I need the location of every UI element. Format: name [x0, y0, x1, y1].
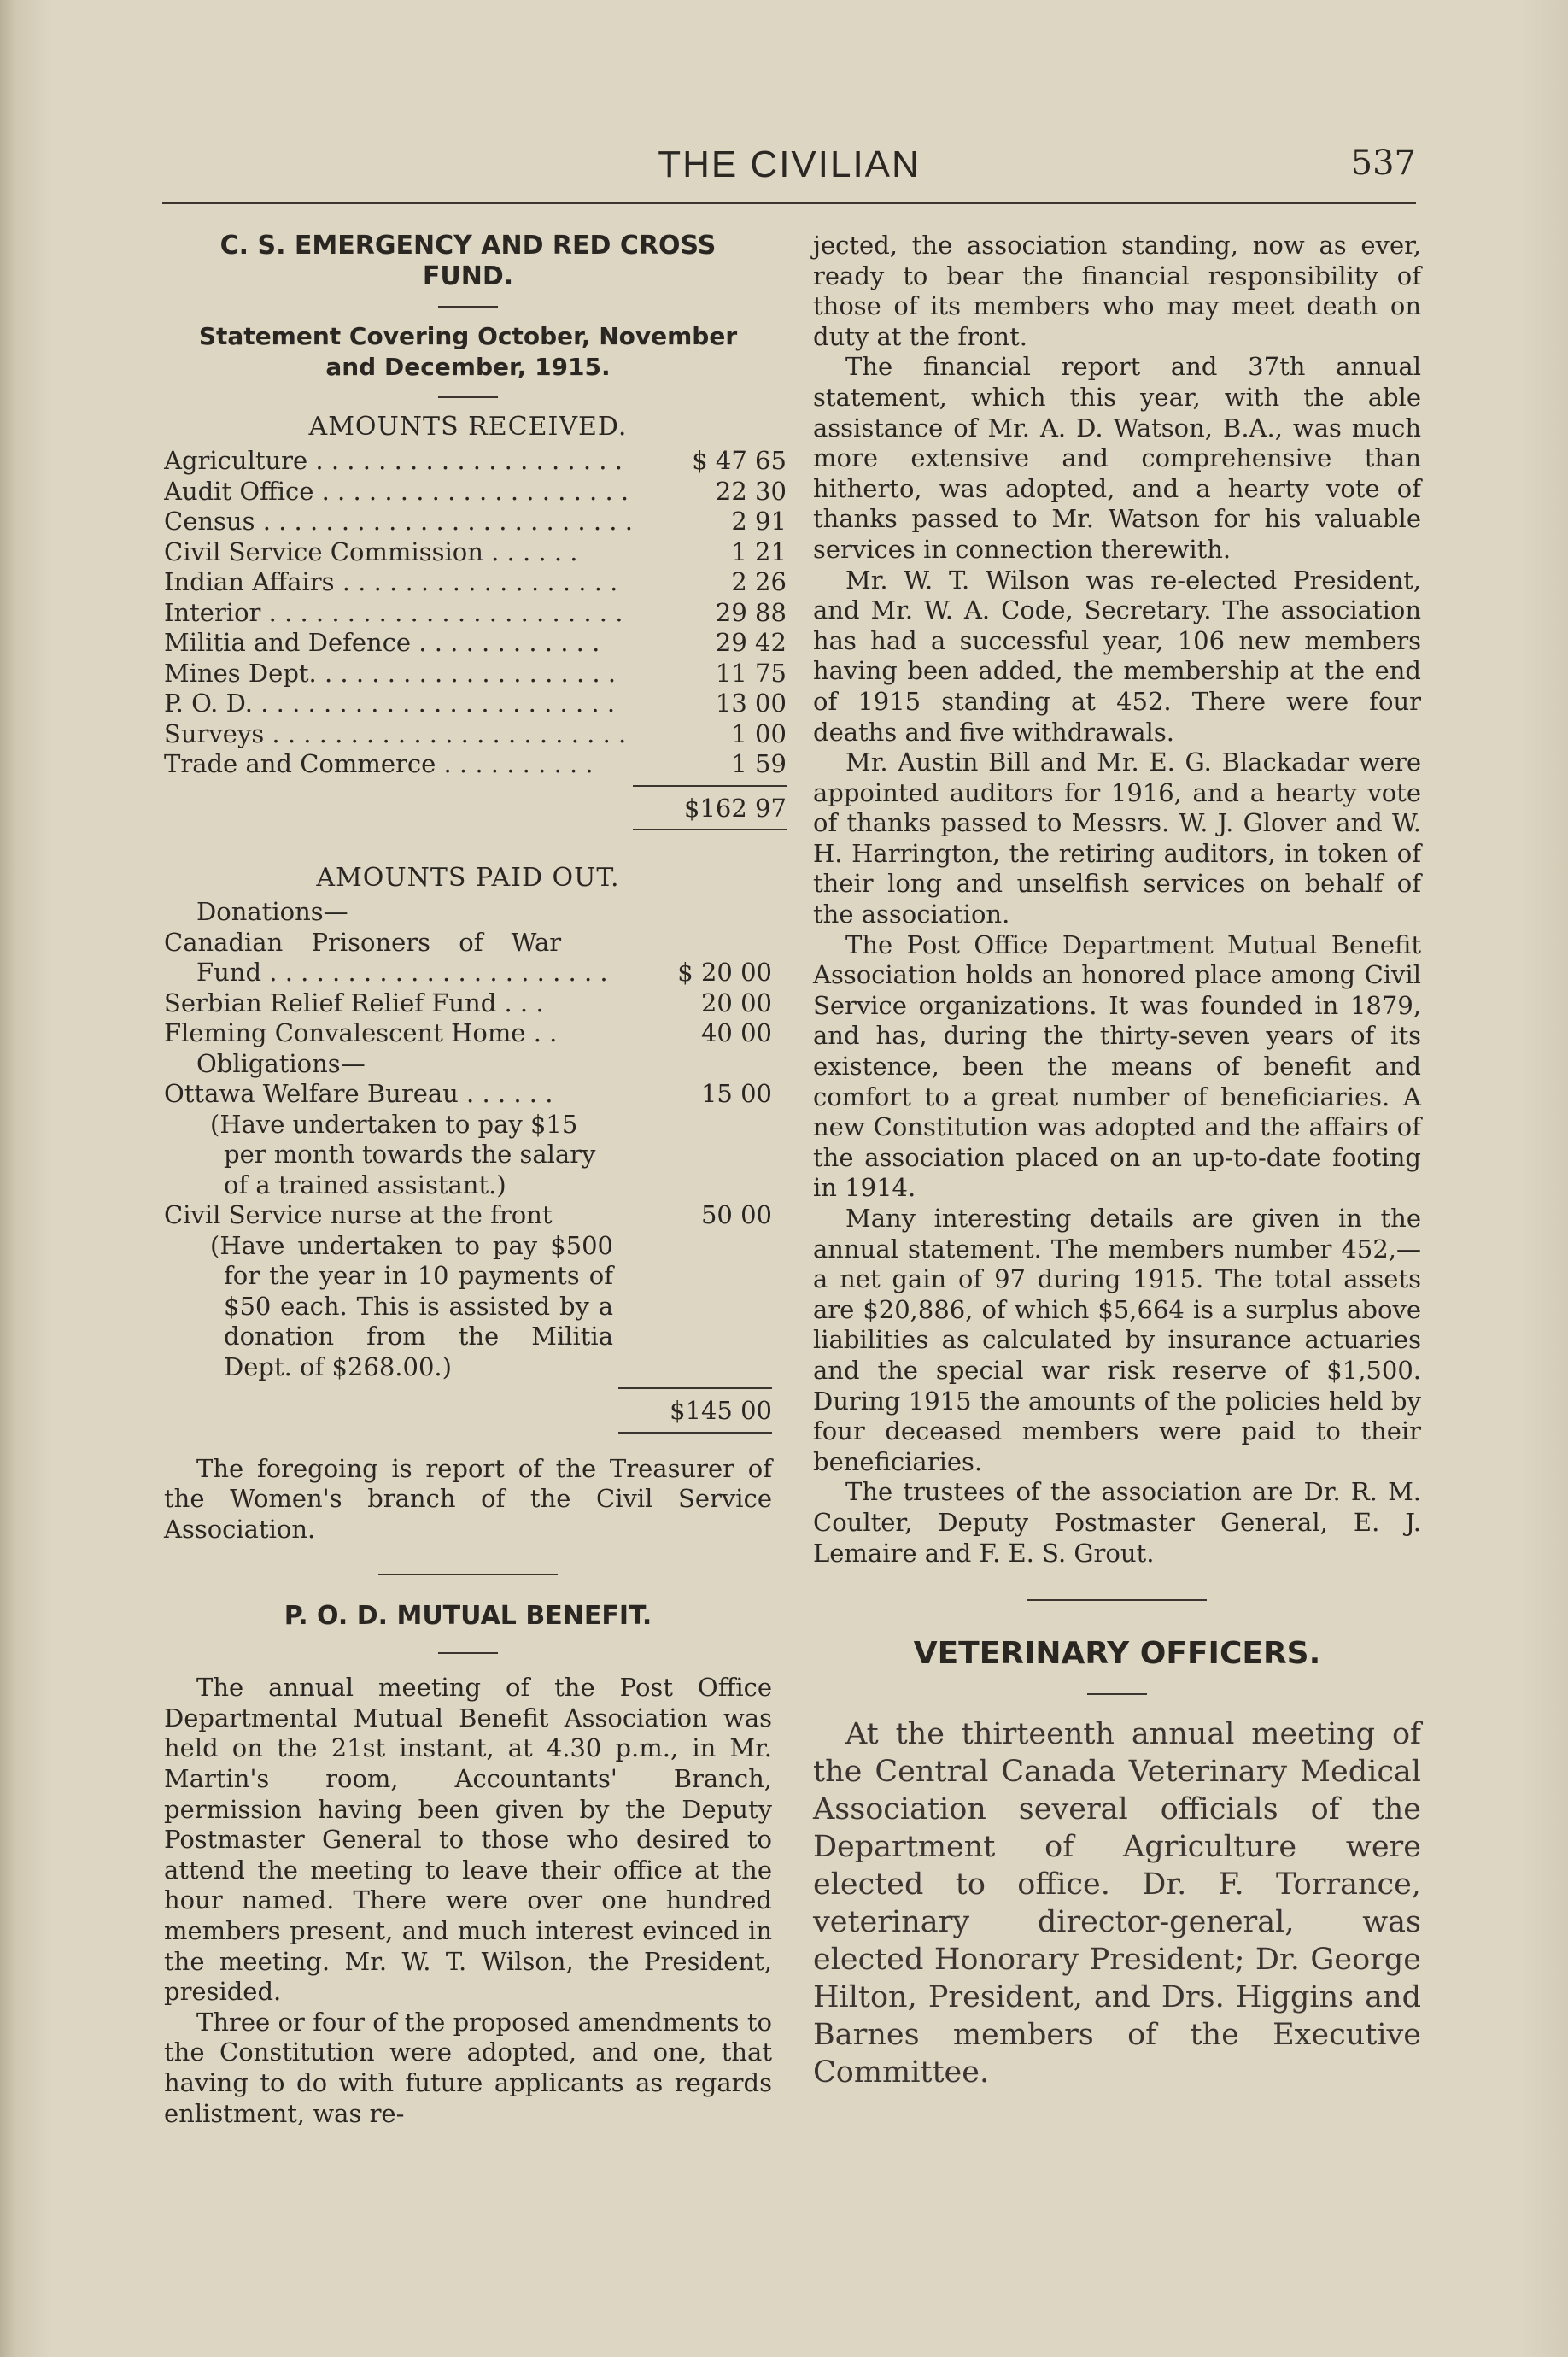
fund-statement-line1: Statement Covering October, November: [198, 322, 738, 350]
pod-title: P. O. D. MUTUAL BENEFIT.: [284, 1601, 652, 1632]
total-row: [164, 794, 787, 824]
fund-title-line1: C. S. EMERGENCY AND RED CROSS: [219, 231, 717, 261]
pod-paragraph-2: Three or four of the proposed amendments to the Constitution were adopted, and one, that having to do with future applicants as regards enlistment, was re-: [164, 2007, 772, 2128]
row-label: Census . . . . . . . . . . . . . . . . . . . . . . . .: [164, 507, 633, 536]
row-amount: 29 42: [715, 628, 787, 657]
fund-title: [164, 231, 772, 292]
pod-continued-paragraph: jected, the association standing, now as ever, ready to bear the financial responsibility of those of its members who may meet death on duty at the front.: [813, 231, 1421, 351]
obligations-label: Obligations—: [196, 1048, 366, 1078]
row-amount: 1 00: [731, 718, 787, 748]
vet-title: VETERINARY OFFICERS.: [913, 1636, 1321, 1672]
row-label: Surveys . . . . . . . . . . . . . . . . . . . . . . .: [164, 718, 627, 748]
pod-paragraph-1: The annual meeting of the Post Office Departmental Mutual Benefit Association was held on the 21st instant, at 4.30 p.m., in Mr. Martin's room, Accountants' Branch, permission having been given by the Deputy Postmaster General to those who desired to attend the meeting to leave their office at the hour named. There were over one hundred members present, and much interest evinced in the meeting. Mr. W. T. Wilson, the President, presided.: [164, 1673, 772, 2007]
total-row: [164, 1396, 772, 1427]
row-label: Agriculture . . . . . . . . . . . . . . . . . . . .: [164, 446, 623, 475]
fund-statement: [164, 321, 772, 383]
page-header: [162, 144, 1416, 203]
total-divider: [164, 780, 787, 794]
divider: [438, 396, 498, 398]
row-label: Interior . . . . . . . . . . . . . . . . . . . . . . .: [164, 597, 623, 627]
table-row: [164, 689, 787, 719]
row-label: Mines Dept. . . . . . . . . . . . . . . . . . . .: [164, 658, 617, 688]
table-row: [164, 988, 772, 1019]
divider: [1087, 1693, 1147, 1695]
received-total: $162 97: [684, 793, 787, 823]
table-row: [164, 1231, 772, 1383]
table-row: [164, 446, 787, 477]
row-label: Civil Service Commission . . . . . .: [164, 536, 578, 566]
donations-label: Donations—: [196, 897, 348, 926]
row-amount: 29 88: [715, 597, 787, 627]
paragraph: Mr. Austin Bill and Mr. E. G. Blackadar were appointed auditors for 1916, and a hearty vote of thanks passed to Messrs. W. J. Glover and W. H. Harrington, the retiring auditors, in token of their long and unselfish services on behalf of the association.: [813, 748, 1421, 929]
received-table: [164, 446, 787, 837]
row-label: Civil Service nurse at the front: [164, 1200, 553, 1229]
row-label: Militia and Defence . . . . . . . . . . . .: [164, 628, 600, 657]
header-rule: [162, 202, 1416, 204]
vet-article: [813, 1635, 1421, 2091]
row-amount: $ 20 00: [677, 958, 772, 987]
fund-statement-line2: and December, 1915.: [325, 353, 611, 381]
row-label: Indian Affairs . . . . . . . . . . . . . . . . . .: [164, 567, 618, 596]
right-column: [813, 231, 1421, 2091]
row-amount: 20 00: [700, 988, 772, 1017]
row-label: Canadian Prisoners of War: [164, 927, 562, 957]
table-row: [164, 1079, 772, 1110]
publication-title: THE CIVILIAN: [658, 144, 921, 185]
table-row: [164, 537, 787, 568]
table-row: [164, 659, 787, 689]
fund-footer-note: The foregoing is report of the Treasurer of the Women's branch of the Civil Service Association.: [164, 1453, 772, 1544]
divider: [438, 306, 498, 308]
divider: [438, 1652, 498, 1654]
paragraph: The financial report and 37th annual statement, which this year, with the able assistance of Mr. A. D. Watson, B.A., was much more extensive and comprehensive than hitherto, was adopted, and a hearty vote of thanks passed to Mr. Watson for his valuable services in connection therewith.: [813, 352, 1421, 564]
row-note: (Have undertaken to pay $500 for the year in 10 payments of $50 each. This is assisted by a donation from the Militia Dept. of $268.00.): [210, 1230, 613, 1381]
received-label: AMOUNTS RECEIVED.: [308, 412, 628, 442]
table-row: [164, 897, 772, 928]
table-row: [164, 477, 787, 507]
row-label: Ottawa Welfare Bureau . . . . . .: [164, 1079, 553, 1108]
paid-label: AMOUNTS PAID OUT.: [316, 863, 620, 893]
paragraph: The Post Office Department Mutual Benefit Association holds an honored place among Civil Service organizations. It was founded in 1879, and has, during the thirty-seven years of its existence, been the means of benefit and comfort to a great number of beneficiaries. A new Constitution was adopted and the affairs of the association placed on an up-to-date footing in 1914.: [813, 929, 1421, 1203]
table-row: [164, 1110, 772, 1201]
total-divider: [164, 1427, 772, 1440]
row-amount: 2 91: [731, 507, 787, 536]
vet-paragraph: At the thirteenth annual meeting of the Central Canada Veterinary Medical Association several officials of the Department of Agriculture were elected to office. Dr. F. Torrance, veterinary director-general, was elected Honorary President; Dr. George Hilton, President, and Drs. Higgins and Barnes members of the Executive Committee.: [813, 1717, 1421, 2090]
row-amount: 2 26: [731, 567, 787, 596]
paid-table: [164, 897, 772, 1440]
row-amount: 1 21: [731, 536, 787, 566]
section-divider: [1027, 1599, 1207, 1601]
table-row: [164, 1200, 772, 1231]
table-row: [164, 598, 787, 629]
fund-title-line2: FUND.: [422, 261, 514, 291]
row-note: (Have undertaken to pay $15 per month towards the salary of a trained assistant.): [210, 1109, 596, 1199]
table-row: [164, 1018, 772, 1049]
paragraph: Mr. W. T. Wilson was re-elected President, and Mr. W. A. Code, Secretary. The association has had a successful year, 106 new members having been added, the membership at the end of 1915 standing at 452. There were four deaths and five withdrawals.: [813, 565, 1421, 747]
section-divider: [378, 1574, 558, 1575]
pod-article: [164, 1601, 772, 2129]
row-label: Fund . . . . . . . . . . . . . . . . . . . . . .: [196, 958, 608, 987]
row-label: Serbian Relief Relief Fund . . .: [164, 988, 544, 1017]
table-row: [164, 958, 772, 988]
row-amount: 40 00: [700, 1018, 772, 1047]
row-label: Fleming Convalescent Home . .: [164, 1018, 558, 1047]
table-row: [164, 749, 787, 780]
table-row: [164, 1049, 772, 1080]
row-amount: 1 59: [731, 749, 787, 778]
left-column: [164, 231, 787, 2129]
row-label: Trade and Commerce . . . . . . . . . .: [164, 749, 594, 778]
table-row: [164, 928, 772, 959]
paragraph: Many interesting details are given in the annual statement. The members number 452,—a net gain of 97 during 1915. The total assets are $20,886, of which $5,664 is a surplus above liabilities as calculated by insurance actuaries and the special war risk reserve of $1,500. During 1915 the amounts of the policies held by four deceased members were paid to their beneficiaries.: [813, 1204, 1421, 1476]
fund-article: [164, 231, 787, 1545]
row-amount: 50 00: [700, 1200, 772, 1229]
total-divider: [164, 824, 787, 837]
table-row: [164, 628, 787, 659]
paragraph: The trustees of the association are Dr. R. M. Coulter, Deputy Postmaster General, E. J. Lemaire and F. E. S. Grout.: [813, 1477, 1421, 1568]
table-row: [164, 567, 787, 598]
total-divider: [164, 1382, 772, 1396]
row-amount: 22 30: [715, 476, 787, 506]
paid-total: $145 00: [670, 1396, 772, 1425]
page-number: 537: [1350, 144, 1416, 183]
table-row: [164, 507, 787, 537]
row-label: P. O. D. . . . . . . . . . . . . . . . . . . . . . . .: [164, 689, 616, 718]
table-row: [164, 719, 787, 750]
row-label: Audit Office . . . . . . . . . . . . . . . . . . . .: [164, 476, 629, 506]
row-amount: 15 00: [700, 1079, 772, 1108]
row-amount: 11 75: [715, 658, 787, 688]
row-amount: $ 47 65: [692, 446, 787, 475]
row-amount: 13 00: [715, 689, 787, 718]
